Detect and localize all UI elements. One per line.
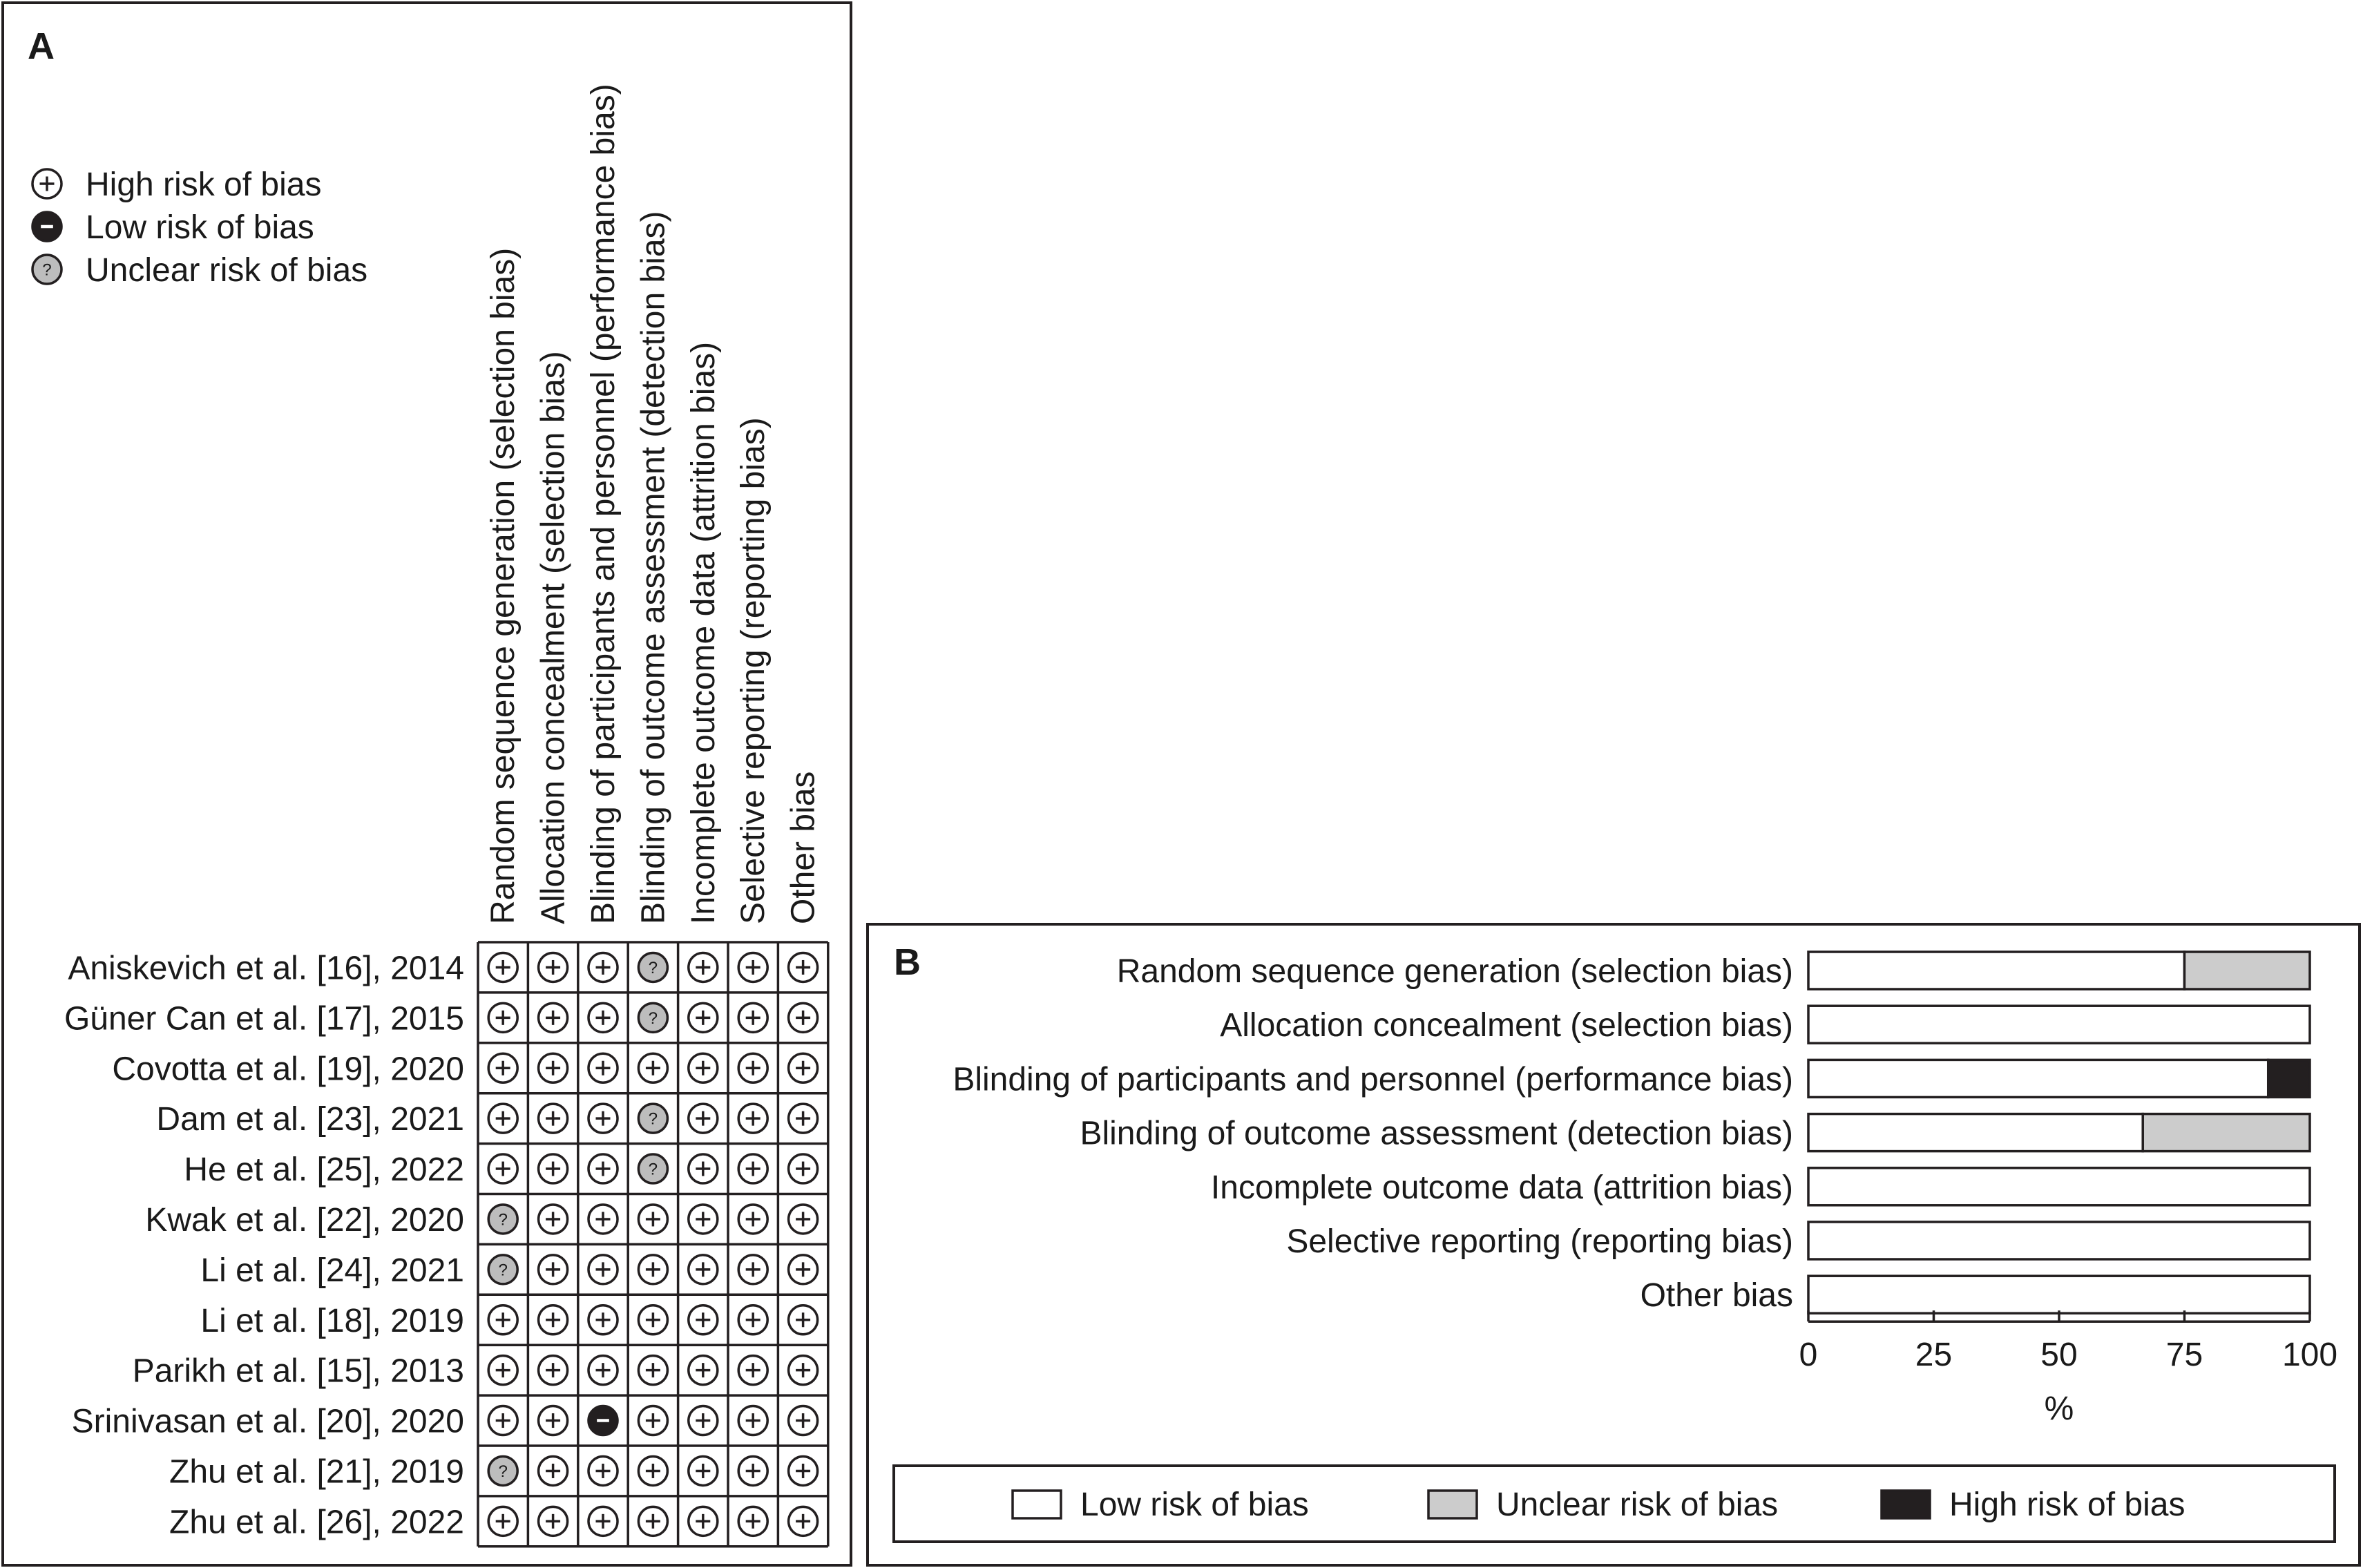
cell-5-2-plus-icon — [589, 1205, 618, 1234]
cell-10-0-question-icon — [488, 1456, 517, 1485]
cell-4-6-plus-icon — [789, 1154, 818, 1183]
legend-0-plus-icon — [32, 169, 61, 198]
cell-0-3-question-icon — [638, 953, 667, 982]
cell-7-3-plus-icon — [638, 1306, 667, 1335]
domain-header: Blinding of outcome assessment (detection bias) — [635, 211, 672, 924]
cell-7-6-plus-icon — [789, 1306, 818, 1335]
cell-9-0-plus-icon — [488, 1406, 517, 1435]
cell-1-4-plus-icon — [689, 1003, 718, 1032]
cell-8-4-plus-icon — [689, 1356, 718, 1385]
cell-0-6-plus-icon — [789, 953, 818, 982]
study-label: Parikh et al. [15], 2013 — [132, 1352, 464, 1390]
cell-7-4-plus-icon — [689, 1306, 718, 1335]
legend-swatch-0 — [1013, 1491, 1061, 1518]
legend-swatch-1 — [1428, 1491, 1477, 1518]
study-label: Li et al. [18], 2019 — [200, 1302, 464, 1339]
legend-label: High risk of bias — [1949, 1486, 2185, 1523]
cell-1-3-question-icon — [638, 1003, 667, 1032]
cell-11-2-plus-icon — [589, 1507, 618, 1536]
bar-segment-0 — [1808, 1114, 2143, 1151]
cell-11-3-plus-icon — [638, 1507, 667, 1536]
bar-segment-0 — [1808, 1006, 2310, 1043]
legend-1-minus-icon — [32, 212, 61, 241]
cell-0-1-plus-icon — [539, 953, 568, 982]
bar-segment-0 — [1808, 1168, 2310, 1205]
x-tick-label: 50 — [2040, 1337, 2078, 1374]
legend-label: Low risk of bias — [86, 209, 314, 246]
cell-4-0-plus-icon — [488, 1154, 517, 1183]
cell-8-1-plus-icon — [539, 1356, 568, 1385]
study-label: Dam et al. [23], 2021 — [156, 1101, 464, 1138]
study-label: Kwak et al. [22], 2020 — [145, 1201, 464, 1239]
cell-3-2-plus-icon — [589, 1104, 618, 1133]
risk-of-bias-summary-grid — [4, 4, 850, 1564]
category-label: Blinding of participants and personnel (performance bias) — [953, 1061, 1793, 1098]
cell-0-0-plus-icon — [488, 953, 517, 982]
legend-label: Low risk of bias — [1080, 1486, 1309, 1523]
x-tick-label: 100 — [2281, 1337, 2338, 1374]
cell-2-4-plus-icon — [689, 1053, 718, 1082]
cell-10-2-plus-icon — [589, 1456, 618, 1485]
cell-0-2-plus-icon — [589, 953, 618, 982]
cell-2-0-plus-icon — [488, 1053, 517, 1082]
cell-11-5-plus-icon — [738, 1507, 767, 1536]
cell-8-2-plus-icon — [589, 1356, 618, 1385]
cell-5-1-plus-icon — [539, 1205, 568, 1234]
study-label: Zhu et al. [21], 2019 — [169, 1453, 464, 1491]
cell-2-3-plus-icon — [638, 1053, 667, 1082]
cell-5-5-plus-icon — [738, 1205, 767, 1234]
study-label: He et al. [25], 2022 — [184, 1151, 464, 1189]
cell-8-3-plus-icon — [638, 1356, 667, 1385]
study-label: Covotta et al. [19], 2020 — [112, 1051, 464, 1088]
x-tick-label: 0 — [1799, 1337, 1818, 1374]
bar-segment-0 — [1808, 1060, 2268, 1097]
cell-0-5-plus-icon — [738, 953, 767, 982]
svg-text:?: ? — [648, 1109, 658, 1129]
cell-8-6-plus-icon — [789, 1356, 818, 1385]
svg-text:?: ? — [498, 1261, 508, 1280]
cell-7-5-plus-icon — [738, 1306, 767, 1335]
category-label: Selective reporting (reporting bias) — [1286, 1223, 1793, 1260]
cell-5-0-question-icon — [488, 1205, 517, 1234]
cell-3-4-plus-icon — [689, 1104, 718, 1133]
x-axis-label: % — [2044, 1390, 2074, 1428]
cell-10-3-plus-icon — [638, 1456, 667, 1485]
cell-9-1-plus-icon — [539, 1406, 568, 1435]
category-label: Incomplete outcome data (attrition bias) — [1210, 1169, 1793, 1206]
cell-1-0-plus-icon — [488, 1003, 517, 1032]
cell-7-0-plus-icon — [488, 1306, 517, 1335]
study-label: Zhu et al. [26], 2022 — [169, 1504, 464, 1541]
cell-4-4-plus-icon — [689, 1154, 718, 1183]
cell-9-6-plus-icon — [789, 1406, 818, 1435]
svg-text:?: ? — [498, 1462, 508, 1481]
study-label: Srinivasan et al. [20], 2020 — [71, 1403, 464, 1440]
cell-5-6-plus-icon — [789, 1205, 818, 1234]
domain-header: Allocation concealment (selection bias) — [535, 351, 572, 924]
cell-4-3-question-icon — [638, 1154, 667, 1183]
category-label: Random sequence generation (selection bias) — [1116, 953, 1793, 990]
cell-11-4-plus-icon — [689, 1507, 718, 1536]
legend-label: Unclear risk of bias — [86, 252, 368, 289]
study-label: Güner Can et al. [17], 2015 — [64, 1000, 464, 1038]
cell-3-6-plus-icon — [789, 1104, 818, 1133]
cell-2-2-plus-icon — [589, 1053, 618, 1082]
domain-header: Blinding of participants and personnel (performance bias) — [585, 84, 622, 924]
cell-9-2-minus-icon — [589, 1406, 618, 1435]
x-tick-label: 75 — [2165, 1337, 2203, 1374]
cell-0-4-plus-icon — [689, 953, 718, 982]
svg-text:?: ? — [648, 1160, 658, 1179]
domain-header: Selective reporting (reporting bias) — [735, 417, 772, 924]
cell-11-1-plus-icon — [539, 1507, 568, 1536]
domain-header: Random sequence generation (selection bias) — [485, 247, 522, 924]
panel-b-risk-of-bias-graph — [866, 923, 2361, 1567]
cell-5-4-plus-icon — [689, 1205, 718, 1234]
bar-segment-1 — [2185, 952, 2311, 989]
chart-legend — [894, 1466, 2335, 1542]
study-label: Li et al. [24], 2021 — [200, 1252, 464, 1289]
svg-text:?: ? — [42, 260, 52, 280]
svg-text:?: ? — [498, 1210, 508, 1230]
study-label: Aniskevich et al. [16], 2014 — [68, 950, 464, 987]
cell-6-6-plus-icon — [789, 1255, 818, 1284]
legend-label: Unclear risk of bias — [1496, 1486, 1779, 1523]
cell-2-5-plus-icon — [738, 1053, 767, 1082]
legend-label: High risk of bias — [86, 166, 322, 203]
cell-1-2-plus-icon — [589, 1003, 618, 1032]
category-label: Blinding of outcome assessment (detection bias) — [1080, 1115, 1793, 1152]
cell-8-5-plus-icon — [738, 1356, 767, 1385]
x-tick-label: 25 — [1915, 1337, 1953, 1374]
cell-4-2-plus-icon — [589, 1154, 618, 1183]
svg-text:?: ? — [648, 958, 658, 977]
risk-of-bias-bar-chart — [869, 926, 2358, 1564]
cell-3-0-plus-icon — [488, 1104, 517, 1133]
cell-8-0-plus-icon — [488, 1356, 517, 1385]
cell-6-3-plus-icon — [638, 1255, 667, 1284]
cell-6-0-question-icon — [488, 1255, 517, 1284]
cell-7-1-plus-icon — [539, 1306, 568, 1335]
cell-1-5-plus-icon — [738, 1003, 767, 1032]
cell-10-6-plus-icon — [789, 1456, 818, 1485]
domain-header: Incomplete outcome data (attrition bias) — [685, 341, 722, 924]
bar-segment-0 — [1808, 1222, 2310, 1259]
cell-7-2-plus-icon — [589, 1306, 618, 1335]
cell-5-3-plus-icon — [638, 1205, 667, 1234]
cell-2-6-plus-icon — [789, 1053, 818, 1082]
svg-text:?: ? — [648, 1008, 658, 1028]
cell-6-1-plus-icon — [539, 1255, 568, 1284]
bar-segment-2 — [2268, 1060, 2310, 1097]
cell-10-5-plus-icon — [738, 1456, 767, 1485]
domain-header: Other bias — [785, 771, 822, 924]
cell-11-0-plus-icon — [488, 1507, 517, 1536]
cell-4-5-plus-icon — [738, 1154, 767, 1183]
cell-3-3-question-icon — [638, 1104, 667, 1133]
bar-segment-0 — [1808, 1276, 2310, 1313]
legend-2-question-icon — [32, 255, 61, 284]
cell-10-1-plus-icon — [539, 1456, 568, 1485]
cell-3-1-plus-icon — [539, 1104, 568, 1133]
cell-1-1-plus-icon — [539, 1003, 568, 1032]
cell-9-3-plus-icon — [638, 1406, 667, 1435]
cell-9-5-plus-icon — [738, 1406, 767, 1435]
cell-6-2-plus-icon — [589, 1255, 618, 1284]
bar-segment-0 — [1808, 952, 2185, 989]
legend-swatch-2 — [1882, 1491, 1930, 1518]
category-label: Other bias — [1640, 1277, 1793, 1314]
cell-3-5-plus-icon — [738, 1104, 767, 1133]
category-label: Allocation concealment (selection bias) — [1220, 1007, 1793, 1044]
bar-segment-1 — [2143, 1114, 2310, 1151]
cell-6-4-plus-icon — [689, 1255, 718, 1284]
cell-1-6-plus-icon — [789, 1003, 818, 1032]
cell-10-4-plus-icon — [689, 1456, 718, 1485]
panel-a-letter: A — [28, 26, 55, 67]
panel-a-risk-of-bias-summary — [1, 1, 852, 1567]
cell-11-6-plus-icon — [789, 1507, 818, 1536]
panel-b-letter: B — [894, 941, 921, 983]
cell-2-1-plus-icon — [539, 1053, 568, 1082]
cell-4-1-plus-icon — [539, 1154, 568, 1183]
cell-9-4-plus-icon — [689, 1406, 718, 1435]
cell-6-5-plus-icon — [738, 1255, 767, 1284]
